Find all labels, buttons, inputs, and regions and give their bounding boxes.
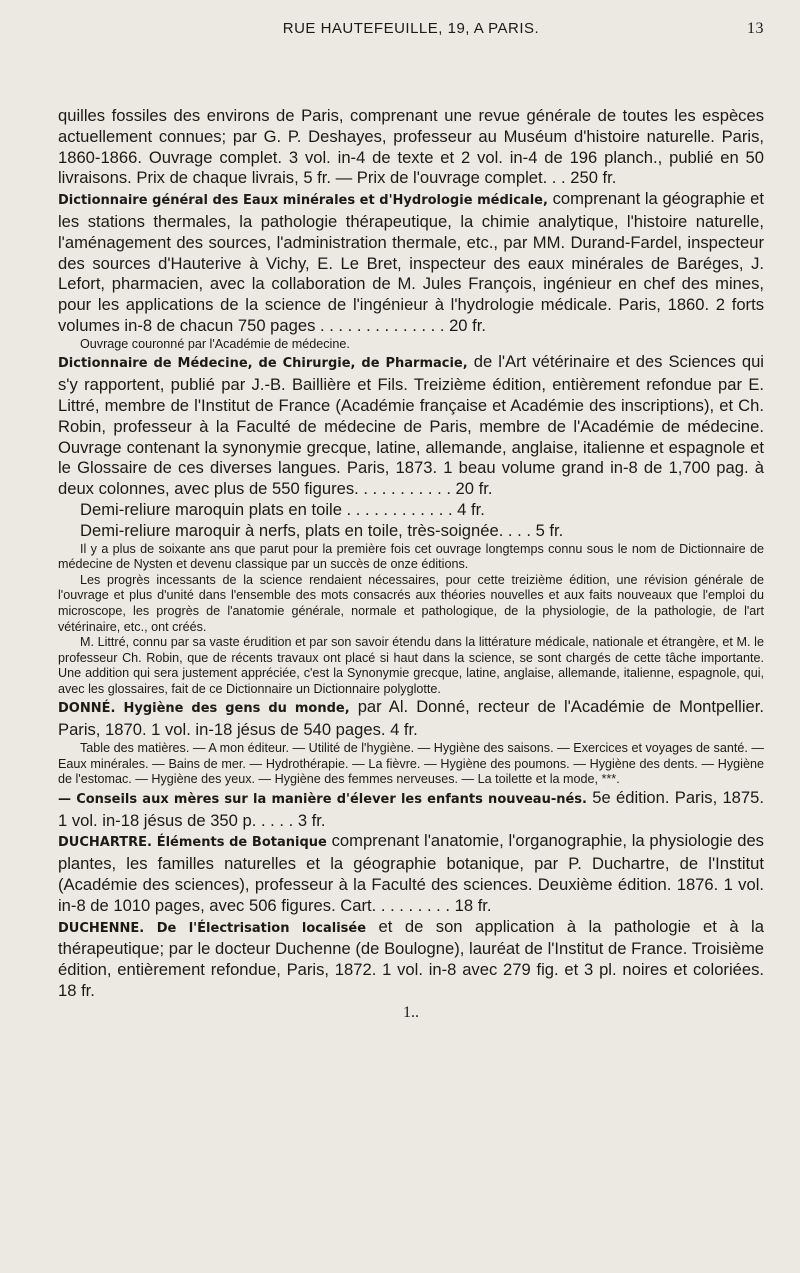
entry-description: par Al. Donné, recteur de l'Académie de Montpellier. Paris, 1870. 1 vol. in-18 jésus de 540 pages. 4 fr. xyxy=(58,697,764,740)
entry-duchartre xyxy=(58,831,764,916)
catalog-body xyxy=(58,106,764,1022)
entry-note: Il y a plus de soixante ans que parut pour la première fois cet ouvrage longtemps connu sous le nom de Dictionnaire de médecine de Nysten et devenu classique par un succès de onze éditions. xyxy=(58,541,764,572)
entry-donne-hygiene xyxy=(58,697,764,741)
book-page xyxy=(58,0,764,1273)
running-header xyxy=(58,0,764,62)
entry-description: de l'Art vétérinaire et des Sciences qui s'y rapportent, publié par J.-B. Baillière et Fils. Treizième édition, entièrement refondue par E. Littré, membre de l'Institut de France (Académie française et Académie des inscriptions), et Ch. Robin, professeur à la Faculté de médecine de Paris, membre de l'Académie de médecine. Ouvrage contenant la synonymie grecque, latine, allemande, anglaise, italienne et espagnole et le Glossaire de ces diverses langues. Paris, 1873. 1 beau volume grand in-8 de 1,700 pag. à deux colonnes, avec plus de 550 figures. . . . . . . . . . . 20 fr. xyxy=(58,352,764,499)
price-line: Demi-reliure maroquir à nerfs, plats en toile, très-soignée. . . . 5 fr. xyxy=(80,520,564,540)
entry-title: De l'Électrisation localisée xyxy=(156,920,367,936)
entry-title: Dictionnaire général des Eaux minérales et d'Hydrologie médicale, xyxy=(58,193,548,209)
entry-author: DONNÉ. xyxy=(58,701,116,717)
entry-author: DUCHARTRE. xyxy=(58,835,152,851)
entry-note: Table des matières. — A mon éditeur. — Utilité de l'hygiène. — Hygiène des saisons. — Exercices et voyages de santé. — Eaux minérales. — Bains de mer. — Hydrothérapie. — La fièvre. — Hygiène des poumons. — Hygiène des dents. — Hygiène de l'estomac. — Hygiène des yeux. — Hygiène des femmes nerveuses. — La toilette et la mode, ***. xyxy=(58,741,764,787)
entry-title: Dictionnaire de Médecine, de Chirurgie, de Pharmacie, xyxy=(58,356,468,372)
entry-description: comprenant la géographie et les stations thermales, la pathologie thérapeutique, la chimie analytique, l'histoire naturelle, l'aménagement des sources, l'administration thermale, etc., par MM. Durand-Fardel, inspecteur des sources d'Hauterive à Vichy, E. Le Bret, inspecteur des eaux minérales de Baréges, J. Lefort, pharmacien, avec la collaboration de M. Jules François, ingénieur en chef des mines, pour les applications de la science de l'ingénieur à l'hydrologie médicale. Paris, 1860. 2 forts volumes in-8 de chacun 750 pages . . . . . . . . . . . . . . 20 fr. xyxy=(58,189,764,335)
page-number: 13 xyxy=(747,20,764,37)
entry-dictionnaire-eaux xyxy=(58,189,764,337)
header-title: RUE HAUTEFEUILLE, 19, A PARIS. xyxy=(282,20,540,37)
entry-duchenne xyxy=(58,917,764,1002)
entry-author: DUCHENNE. xyxy=(58,920,145,936)
entry-description: 5e édition. Paris, 1875. 1 vol. in-18 jésus de 350 p. . . . . 3 fr. xyxy=(58,787,764,830)
entry-title: Éléments de Botanique xyxy=(156,835,327,851)
entry-donne-conseils xyxy=(58,788,764,832)
entry-title: — Conseils aux mères sur la manière d'élever les enfants nouveau-nés. xyxy=(58,791,587,807)
price-line: Demi-reliure maroquin plats en toile . . . . . . . . . . . . 4 fr. xyxy=(80,499,485,519)
entry-deshayes: quilles fossiles des environs de Paris, comprenant une revue générale de toutes les espèces actuellement connues; par G. P. Deshayes, professeur au Muséum d'histoire naturelle. Paris, 1860-1866. Ouvrage complet. 3 vol. in-4 de texte et 2 vol. in-4 de 196 planch., publié en 50 livraisons. Prix de chaque livrais, 5 fr. — Prix de l'ouvrage complet. . . 250 fr. xyxy=(58,106,764,188)
entry-note: Les progrès incessants de la science rendaient nécessaires, pour cette treizième édition, une révision générale de l'ouvrage et plus d'unité dans l'ensemble des mots consacrés aux théories nouvelles et aux faits nouveaux que l'emploi du microscope, les progrès de l'anatomie générale, normale et pathologique, de la physiologie, de la pathologie, de l'art vétérinaire, etc., ont créés. xyxy=(58,572,764,634)
entry-title: Hygiène des gens du monde, xyxy=(123,701,350,717)
entry-description: comprenant l'anatomie, l'organographie, la physiologie des plantes, les familles naturelles et la géographie botanique, par P. Duchartre, de l'Institut (Académie des sciences), professeur à la Faculté des sciences. Deuxième édition. 1876. 1 vol. in-8 de 1010 pages, avec 506 figures. Cart. . . . . . . . . 18 fr. xyxy=(58,831,764,915)
entry-description: et de son application à la pathologie et à la thérapeutique; par le docteur Duchenne (de Boulogne), lauréat de l'Institut de France. Troisième édition, entièrement refondue, Paris, 1872. 1 vol. in-8 avec 279 fig. et 3 pl. noires et coloriées. 18 fr. xyxy=(58,916,764,1001)
entry-note: M. Littré, connu par sa vaste érudition et par son savoir étendu dans la littérature médicale, nationale et étrangère, et M. le professeur Ch. Robin, que de récents travaux ont placé si haut dans la science, se sont chargés de cette tâche importante. Une addition qui sera justement appréciée, c'est la Synonymie grecque, latine, anglaise, allemande, italienne, espagnole, qui, avec les glossaires, fait de ce Dictionnaire un Dictionnaire polyglotte. xyxy=(58,635,764,696)
signature-mark: 1.. xyxy=(403,1003,419,1021)
entry-note: Ouvrage couronné par l'Académie de médecine. xyxy=(80,336,350,351)
entry-dictionnaire-medecine xyxy=(58,352,764,500)
